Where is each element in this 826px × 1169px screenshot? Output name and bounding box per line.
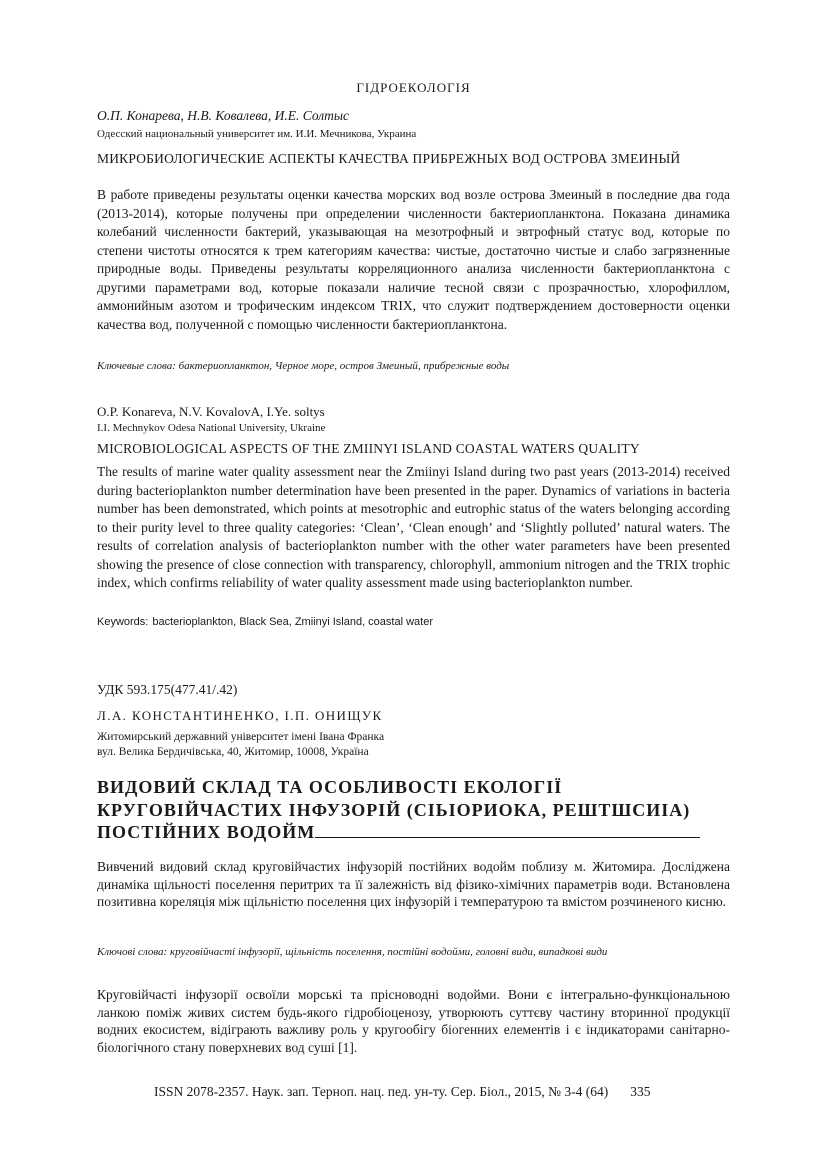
footer-citation: ISSN 2078-2357. Наук. зап. Терноп. нац. пед. ун-ту. Сер. Біол., 2015, № 3-4 (64) [154, 1084, 609, 1099]
keywords-list-en: bacterioplankton, Black Sea, Zmiinyi Island, coastal water [152, 616, 433, 628]
abstract-ru: В работе приведены результаты оценки качества морских вод возле острова Змеиный в последние два года (2013-2014), которые получены при определении численности бактериопланктона. Показана динамика колебаний численности бактерий, указывающая на мезотрофный и эвтрофный статус вод, которые по степени чистоты относятся к трем категориям качества: чистые, достаточно чистые и слабо загрязненные природные воды. Приведены результаты корреляционного анализа численности бактериопланктона с другими параметрами вод, которые показали наличие тесной связи с прозрачностью, хлорофиллом, аммонийным азотом и трофическим индексом TRIX, что служит подтверждением достоверности оценки качества вод, полученной с помощью численности бактериопланктона. [97, 187, 730, 332]
article-title-uk-text: ВИДОВИЙ СКЛАД ТА ОСОБЛИВОСТІ ЕКОЛОГІЇ КРУГОВІЙЧАСТИХ ІНФУЗОРІЙ (CIЬIOРИОКА, РЕШТШСИІА) ПОСТІЙНИХ ВОДОЙМ [97, 777, 691, 842]
abstract-en: The results of marine water quality assessment near the Zmiinyi Island during two past years (2013-2014) received during bacterioplankton number determination have been presented in the paper. Dynamics of variations in bacteria number has been demonstrated, which points at mesotrophic and eutrophic status of the waters belonging according to their purity level to three quality categories: ‘Clean’, ‘Clean enough’ and ‘Slightly polluted’ natural waters. The results of correlation analysis of bacterioplankton number with the other water parameters have been presented showing the presence of close connection with transparency, chlorophyll, ammonium nitrogen and the TRIX trophic index, which confirms reliability of water quality assessment made using bacterioplankton number. [97, 464, 730, 590]
keywords-uk: Ключові слова: круговійчасті інфузорії, щільність поселення, постійні водойми, головні види, випадкові види [97, 946, 608, 958]
body-paragraph-uk: Круговійчасті інфузорії освоїли морські та прісноводні водойми. Вони є інтегрально-функціональною ланкою поміж живих систем будь-якого гідробіоценозу, утворюють суттєву частину вторинної продукції водних екосистем, відіграють важливу роль у кругообігу біогенних елементів і є індикаторами санітарно-біологічного стану поверхневих вод суші [1]. [97, 987, 730, 1055]
section-heading: ГІДРОЕКОЛОГІЯ [356, 80, 471, 95]
affiliation-uk-line1: Житомирський державний університет імені Івана Франка [97, 731, 385, 743]
keywords-en [97, 616, 433, 628]
affiliation-uk-line2: вул. Велика Бердичівська, 40, Житомир, 10008, Україна [97, 746, 369, 758]
abstract-uk: Вивчений видовий склад круговійчастих інфузорій постійних водойм поблизу м. Житомира. Досліджена динаміка щільності поселення перитрих та її залежність від фізико-хімічних параметрів води. Встановлена позитивна кореляція між щільністю поселення цих інфузорій і температурою та вмістом розчиненого кисню. [97, 859, 730, 909]
authors-ru: О.П. Конарева, Н.В. Ковалева, И.Е. Солтыс [97, 108, 350, 123]
authors-uk: Л.А. КОНСТАНТИНЕНКО, І.П. ОНИЩУК [97, 708, 383, 723]
udk-code: УДК 593.175(477.41/.42) [97, 682, 238, 697]
page-number: 335 [630, 1084, 651, 1099]
affiliation-en: I.I. Mechnykov Odesa National University, Ukraine [97, 422, 326, 434]
article-title-uk [97, 776, 730, 844]
title-underline-rule [315, 821, 700, 838]
page-footer [154, 1084, 650, 1100]
article-title-ru: МИКРОБИОЛОГИЧЕСКИЕ АСПЕКТЫ КАЧЕСТВА ПРИБРЕЖНЫХ ВОД ОСТРОВА ЗМЕИНЫЙ [97, 151, 681, 166]
article-title-en: MICROBIOLOGICAL ASPECTS OF THE ZMIINYI ISLAND COASTAL WATERS QUALITY [97, 441, 640, 456]
affiliation-ru: Одесский национальный университет им. И.И. Мечникова, Украина [97, 128, 417, 140]
authors-en: O.P. Konareva, N.V. KovalovA, I.Ye. soltys [97, 404, 325, 419]
affiliation-uk [97, 730, 384, 760]
keywords-label-en: Keywords: [97, 616, 149, 628]
keywords-ru: Ключевые слова: бактериопланктон, Черное море, остров Змеиный, прибрежные воды [97, 360, 510, 372]
